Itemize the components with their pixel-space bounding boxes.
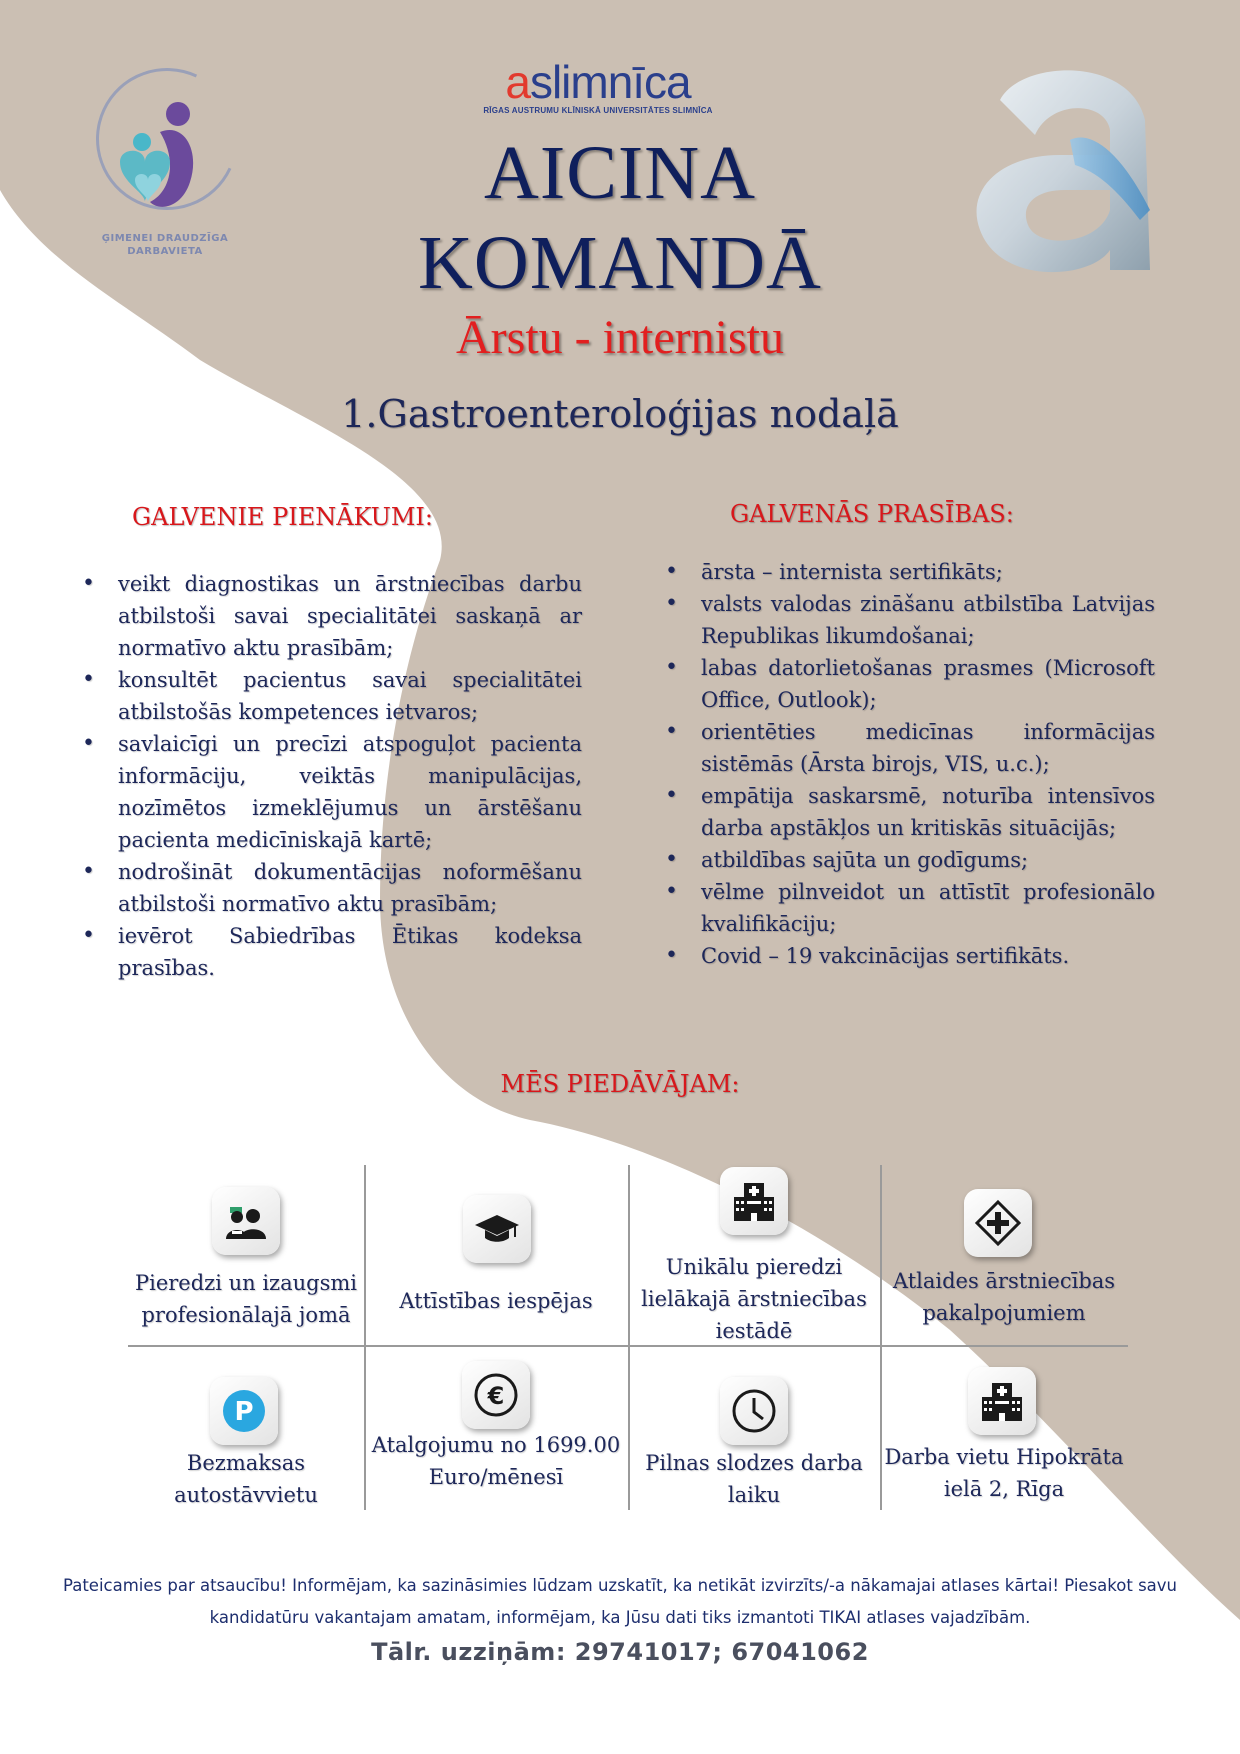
- medical-cross-icon: [964, 1189, 1032, 1257]
- footer-note: Pateicamies par atsaucību! Informējam, ka sazināsimies lūdzam uzskatīt, ka netikāt izvirzīts/-a nākamajai atlases kārtai! Piesakot savu kandidatūru vakantajam amatam, informējam, ka Jūsu dati tiks izmantoti TIKAI atlases vajadzībām.: [63, 1576, 1177, 1627]
- requirements-list: [661, 556, 1155, 972]
- list-item: • orientēties medicīnas informācijas sistēmās (Ārsta birojs, VIS, u.c.);: [701, 716, 1155, 780]
- offer-item-parking: Bezmaksas autostāvvietu: [174, 1451, 318, 1507]
- clock-icon: [720, 1377, 788, 1445]
- list-item: • savlaicīgi un precīzi atspoguļot pacienta informāciju, veiktās manipulācijas, nozīmētos izmeklējumus un ārstēšanu pacienta medicīniskajā kartē;: [118, 728, 582, 856]
- list-item: • empātija saskarsmē, noturība intensīvos darba apstākļos un kritiskās situācijās;: [701, 780, 1155, 844]
- list-item: • Covid – 19 vakcinācijas sertifikāts.: [701, 940, 1155, 972]
- svg-text:€: €: [487, 1382, 505, 1410]
- list-item: • vēlme pilnveidot un attīstīt profesionālo kvalifikāciju;: [701, 876, 1155, 940]
- hospital-icon: [968, 1367, 1036, 1435]
- duties-list: [78, 568, 582, 984]
- list-item: • veikt diagnostikas un ārstniecības darbu atbilstoši savai specialitātei saskaņā ar normatīvo aktu prasībām;: [118, 568, 582, 664]
- offer-item-development: Attīstības iespējas: [399, 1289, 593, 1313]
- hospital-icon: [720, 1167, 788, 1235]
- offer-item-full-time: Pilnas slodzes darba laiku: [645, 1451, 863, 1507]
- offer-item-discounts: Atlaides ārstniecības pakalpojumiem: [892, 1269, 1116, 1325]
- list-item: • labas datorlietošanas prasmes (Microsoft Office, Outlook);: [701, 652, 1155, 716]
- letter-a-photo-icon: [960, 60, 1170, 280]
- parking-icon: [210, 1377, 278, 1445]
- family-logo-caption: ĢIMENEI DRAUDZĪGA DARBAVIETA: [101, 233, 229, 257]
- euro-icon: [462, 1361, 530, 1429]
- list-item: • ievērot Sabiedrības Ētikas kodeksa prasības.: [118, 920, 582, 984]
- page-title-line1: AICINA: [484, 131, 756, 215]
- duties-heading: GALVENIE PIENĀKUMI:: [132, 503, 433, 531]
- position-subtitle: Ārstu - internistu: [456, 311, 784, 364]
- team-icon: [212, 1187, 280, 1255]
- offer-item-workplace: Darba vietu Hipokrāta ielā 2, Rīga: [884, 1445, 1124, 1501]
- offer-heading: MĒS PIEDĀVĀJAM:: [500, 1070, 740, 1098]
- page-title-line2: KOMANDĀ: [418, 221, 822, 305]
- family-hearts-icon: [90, 62, 240, 232]
- graduation-cap-icon: [463, 1195, 531, 1263]
- brand-subtitle: RĪGAS AUSTRUMU KLĪNISKĀ UNIVERSITĀTES SLIMNĪCA: [483, 106, 713, 115]
- family-friendly-logo: [90, 62, 240, 272]
- footer-phone: Tālr. uzziņām: 29741017; 67041062: [371, 1638, 869, 1666]
- offer-item-salary: Atalgojumu no 1699.00 Euro/mēnesī: [371, 1433, 621, 1489]
- offer-item-experience: Pieredzi un izaugsmi profesionālajā jomā: [134, 1271, 358, 1327]
- brand-name-prefix: a: [505, 56, 530, 108]
- brand-logo: [482, 58, 714, 122]
- svg-text:P: P: [234, 1397, 254, 1427]
- offer-grid: [128, 1165, 1128, 1512]
- brand-name: slimnīca: [529, 56, 691, 108]
- list-item: • konsultēt pacientus savai specialitātei atbilstošās kompetences ietvaros;: [118, 664, 582, 728]
- list-item: • valsts valodas zināšanu atbilstība Latvijas Republikas likumdošanai;: [701, 588, 1155, 652]
- list-item: • atbildības sajūta un godīgums;: [701, 844, 1155, 876]
- list-item: • ārsta – internista sertifikāts;: [701, 556, 1155, 588]
- offer-item-unique-experience: Unikālu pieredzi lielākajā ārstniecības iestādē: [641, 1255, 867, 1343]
- requirements-heading: GALVENĀS PRASĪBAS:: [730, 500, 1014, 528]
- department-title: 1.Gastroenteroloģijas nodaļā: [341, 392, 899, 436]
- list-item: • nodrošināt dokumentācijas noformēšanu atbilstoši normatīvo aktu prasībām;: [118, 856, 582, 920]
